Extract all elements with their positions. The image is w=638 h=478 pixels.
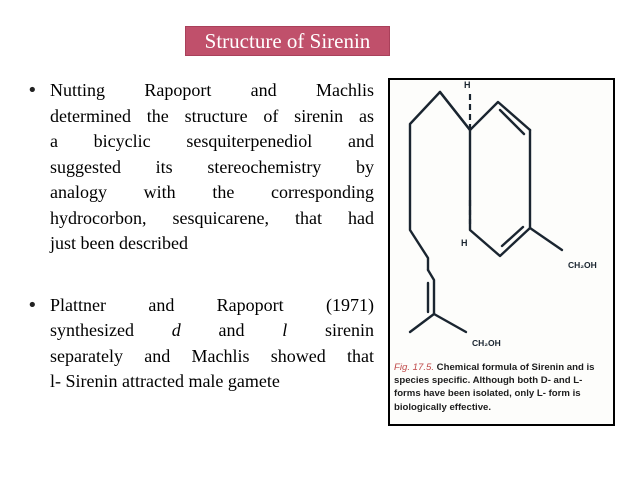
bond-path <box>410 270 434 332</box>
bullet-line: determined the structure of sirenin as <box>50 105 374 126</box>
bullet-text <box>50 78 374 257</box>
bullet-line: Plattner and Rapoport (1971) <box>50 294 374 315</box>
atom-label-h-top: H <box>464 80 471 90</box>
bullet-line: just been described <box>50 233 188 253</box>
bullet-dot-icon: • <box>27 80 38 101</box>
bond-path <box>440 92 470 130</box>
bullet-item-structure <box>24 78 374 257</box>
bullet-line: analogy with the corresponding <box>50 182 374 202</box>
sirenin-structure-figure <box>388 78 615 426</box>
bullet-list <box>24 78 374 431</box>
figure-caption <box>394 361 610 414</box>
bond-path <box>410 92 440 270</box>
bullet-line: hydrocorbon, sesquicarene, that had <box>50 207 374 228</box>
bond-path <box>470 130 530 256</box>
bullet-line: a bicyclic sesquiterpenediol and <box>50 131 374 151</box>
bond-path <box>530 228 562 250</box>
bullet-dot-icon: • <box>27 294 38 316</box>
slide-title: Structure of Sirenin <box>185 26 390 56</box>
atom-label-ch2oh-bottom: CH₂OH <box>472 338 501 348</box>
caption-figure-number: Fig. 17.5. <box>394 362 434 373</box>
bullet-line: l- Sirenin attracted male gamete <box>50 371 280 391</box>
atom-label-ch2oh-right: CH₂OH <box>568 260 597 270</box>
bullet-line: suggested its stereochemistry by <box>50 156 374 177</box>
bullet-item-synthesis <box>24 293 374 395</box>
atom-label-h-bottom: H <box>461 238 468 248</box>
bullet-line: separately and Machlis showed that <box>50 345 374 366</box>
caption-text: Chemical formula of Sirenin and is species specific. Although both D- and L- forms have been isolated, only L- form is biologically effective. <box>394 362 595 413</box>
bullet-line: Nutting Rapoport and Machlis <box>50 80 374 100</box>
bullet-text <box>50 293 374 395</box>
bond-path <box>434 314 466 332</box>
bullet-line: synthesized d and l sirenin <box>50 320 374 340</box>
